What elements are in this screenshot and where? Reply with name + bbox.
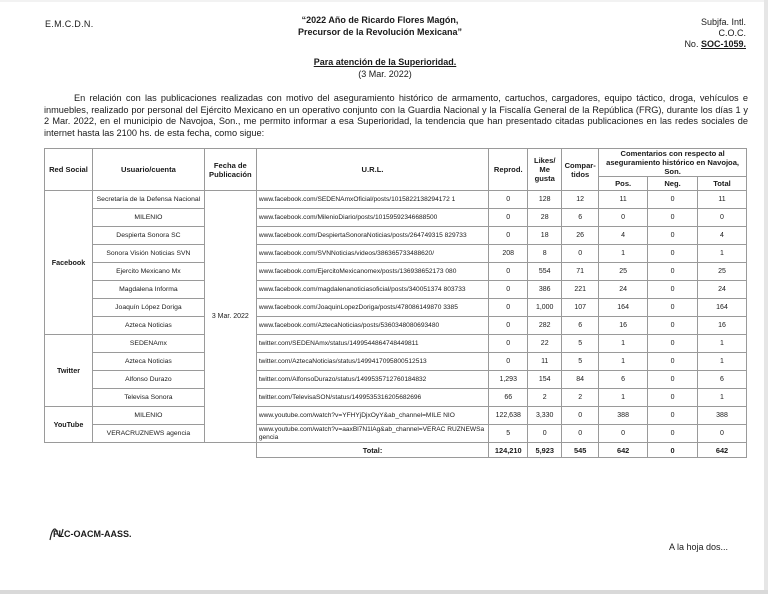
cell-repro: 0 <box>489 209 528 227</box>
cell-repro: 0 <box>489 263 528 281</box>
col-header-likes: Likes/ Me gusta <box>528 149 562 191</box>
cell-shares: 5 <box>562 335 599 353</box>
cell-likes: 3,330 <box>528 407 562 425</box>
reference-number-label: No. <box>684 39 699 49</box>
cell-pos: 6 <box>599 371 648 389</box>
table-total-row <box>45 443 747 458</box>
next-page-note: A la hoja dos... <box>669 542 729 552</box>
cell-neg: 0 <box>648 227 698 245</box>
cell-likes: 1,000 <box>528 299 562 317</box>
cell-likes: 22 <box>528 335 562 353</box>
cell-user: MILENIO <box>92 209 204 227</box>
cell-url: www.facebook.com/AztecaNoticias/posts/5360348080693480 <box>256 317 488 335</box>
cell-url: twitter.com/AztecaNoticias/status/1499417095800512513 <box>256 353 488 371</box>
cell-neg: 0 <box>648 191 698 209</box>
cell-url: twitter.com/AlfonsoDurazo/status/1499535712760184832 <box>256 371 488 389</box>
cell-neg: 0 <box>648 317 698 335</box>
cell-shares: 107 <box>562 299 599 317</box>
year-motto-line1: “2022 Año de Ricardo Flores Magón, <box>301 15 459 25</box>
cell-repro: 208 <box>489 245 528 263</box>
cell-url: www.facebook.com/EjercitoMexicanomex/posts/136938652173 080 <box>256 263 488 281</box>
year-motto-line2: Precursor de la Revolución Mexicana” <box>297 27 463 37</box>
cell-neg: 0 <box>648 425 698 443</box>
cell-neg: 0 <box>648 209 698 227</box>
col-header-date: Fecha de Publicación <box>204 149 256 191</box>
cell-repro: 0 <box>489 317 528 335</box>
cell-repro: 0 <box>489 353 528 371</box>
cell-url: www.youtube.com/watch?v=aaxBl7N1lAg&ab_channel=VERAC RUZNEWSagencia <box>256 425 488 443</box>
cell-pos: 164 <box>599 299 648 317</box>
table-row <box>45 317 747 335</box>
cell-shares: 6 <box>562 209 599 227</box>
cell-total: 1 <box>698 353 747 371</box>
cell-shares: 221 <box>562 281 599 299</box>
cell-neg: 0 <box>648 263 698 281</box>
cell-repro: 0 <box>489 227 528 245</box>
total-spacer <box>45 443 257 458</box>
col-header-user: Usuario/cuenta <box>92 149 204 191</box>
cell-url: www.facebook.com/JoaquinLopezDoriga/posts/478086149870 3385 <box>256 299 488 317</box>
cell-total-pos: 642 <box>599 443 648 458</box>
cell-pos: 25 <box>599 263 648 281</box>
network-twitter: Twitter <box>45 335 93 407</box>
reference-subjefatura: Subjfa. Intl. <box>700 17 746 27</box>
cell-total-shares: 545 <box>562 443 599 458</box>
cell-likes: 2 <box>528 389 562 407</box>
document-reference <box>610 17 746 50</box>
table-row <box>45 245 747 263</box>
table-row <box>45 209 747 227</box>
cell-user: Ejercito Mexicano Mx <box>92 263 204 281</box>
cell-repro: 0 <box>489 191 528 209</box>
table-row <box>45 389 747 407</box>
cell-user: Sonora Visión Noticias SVN <box>92 245 204 263</box>
cell-user: Televisa Sonora <box>92 389 204 407</box>
cell-url: twitter.com/TelevisaSON/status/1499535316205682696 <box>256 389 488 407</box>
cell-total: 1 <box>698 389 747 407</box>
cell-shares: 2 <box>562 389 599 407</box>
cell-repro: 122,638 <box>489 407 528 425</box>
col-header-shares: Compar- tidos <box>562 149 599 191</box>
cell-shares: 0 <box>562 425 599 443</box>
cell-likes: 154 <box>528 371 562 389</box>
cell-user: Azteca Noticias <box>92 317 204 335</box>
col-header-repro: Reprod. <box>489 149 528 191</box>
cell-repro: 66 <box>489 389 528 407</box>
cell-pos: 4 <box>599 227 648 245</box>
cell-neg: 0 <box>648 281 698 299</box>
cell-total: 16 <box>698 317 747 335</box>
cell-likes: 28 <box>528 209 562 227</box>
cell-neg: 0 <box>648 407 698 425</box>
cell-pos: 24 <box>599 281 648 299</box>
cell-pos: 16 <box>599 317 648 335</box>
col-header-red-social: Red Social <box>45 149 93 191</box>
cell-shares: 84 <box>562 371 599 389</box>
cell-total-neg: 0 <box>648 443 698 458</box>
cell-url: www.youtube.com/watch?v=YFHYjDjxOyY&ab_channel=MILE NIO <box>256 407 488 425</box>
cell-shares: 0 <box>562 245 599 263</box>
cell-pos: 1 <box>599 335 648 353</box>
cell-total: 388 <box>698 407 747 425</box>
cell-total: 0 <box>698 425 747 443</box>
year-motto <box>265 14 495 38</box>
cell-pos: 11 <box>599 191 648 209</box>
body-paragraph: En relación con las publicaciones realizadas con motivo del aseguramiento histórico de armamento, cartuchos, cargadores, equipo táctico, droga, vehículos e inmuebles, realizado por personal del Ejército Mexicano en un operativo conjunto con la Guardia Nacional y la Fiscalía General de la República (FRG), durante los días 1 y 2 Mar. 2022, en el municipio de Navojoa, Son., me permito informar a esa Superioridad, la tendencia que han presentado citadas publicaciones en las redes sociales de internet hasta las 2100 hs. de esta fecha, como sigue: <box>44 93 748 138</box>
cell-shares: 71 <box>562 263 599 281</box>
cell-likes: 0 <box>528 425 562 443</box>
cell-likes: 128 <box>528 191 562 209</box>
col-header-comments-group: Comentarios con respecto al aseguramiento histórico en Navojoa, Son. <box>599 149 747 177</box>
cell-user: Magdalena Informa <box>92 281 204 299</box>
col-header-neg: Neg. <box>648 177 698 191</box>
cell-total-repro: 124,210 <box>489 443 528 458</box>
col-header-total: Total <box>698 177 747 191</box>
cell-shares: 5 <box>562 353 599 371</box>
cell-user: Secretaría de la Defensa Nacional <box>92 191 204 209</box>
cell-total-likes: 5,923 <box>528 443 562 458</box>
cell-user: Joaquín López Doriga <box>92 299 204 317</box>
cell-repro: 5 <box>489 425 528 443</box>
table-row <box>45 335 747 353</box>
page-top-edge <box>0 0 768 2</box>
cell-total-label: Total: <box>256 443 488 458</box>
col-header-url: U.R.L. <box>256 149 488 191</box>
cell-repro: 1,293 <box>489 371 528 389</box>
cell-repro: 0 <box>489 335 528 353</box>
cell-total-total: 642 <box>698 443 747 458</box>
cell-url: www.facebook.com/SVNNoticias/videos/386365733488620/ <box>256 245 488 263</box>
cell-user: Despierta Sonora SC <box>92 227 204 245</box>
cell-pos: 0 <box>599 425 648 443</box>
cell-shares: 26 <box>562 227 599 245</box>
reference-number <box>610 39 746 50</box>
table-row <box>45 407 747 425</box>
cell-pos: 388 <box>599 407 648 425</box>
cell-shares: 6 <box>562 317 599 335</box>
table-row <box>45 425 747 443</box>
network-youtube: YouTube <box>45 407 93 443</box>
cell-neg: 0 <box>648 299 698 317</box>
cell-total: 6 <box>698 371 747 389</box>
cell-total: 1 <box>698 335 747 353</box>
cell-neg: 0 <box>648 389 698 407</box>
cell-shares: 0 <box>562 407 599 425</box>
social-media-table <box>44 148 747 458</box>
cell-neg: 0 <box>648 245 698 263</box>
cell-url: www.facebook.com/SEDENAmxOficial/posts/1015822138294172 1 <box>256 191 488 209</box>
cell-likes: 8 <box>528 245 562 263</box>
cell-neg: 0 <box>648 335 698 353</box>
cell-likes: 11 <box>528 353 562 371</box>
cell-total: 164 <box>698 299 747 317</box>
cell-neg: 0 <box>648 371 698 389</box>
cell-url: www.facebook.com/magdalenanoticiasoficial/posts/340051374 803733 <box>256 281 488 299</box>
reference-coc: C.O.C. <box>718 28 746 38</box>
cell-url: www.facebook.com/DespiertaSonoraNoticias/posts/264749315 829733 <box>256 227 488 245</box>
cell-likes: 386 <box>528 281 562 299</box>
table-row <box>45 353 747 371</box>
table-row <box>45 227 747 245</box>
cell-total: 25 <box>698 263 747 281</box>
cell-repro: 0 <box>489 299 528 317</box>
table-row <box>45 191 747 209</box>
cell-repro: 0 <box>489 281 528 299</box>
cell-total: 0 <box>698 209 747 227</box>
cell-likes: 554 <box>528 263 562 281</box>
cell-user: MILENIO <box>92 407 204 425</box>
cell-user: Alfonso Durazo <box>92 371 204 389</box>
table-row <box>45 263 747 281</box>
col-header-pos: Pos. <box>599 177 648 191</box>
unit-code: E.M.C.D.N. <box>45 19 94 29</box>
cell-shares: 12 <box>562 191 599 209</box>
cell-likes: 18 <box>528 227 562 245</box>
reference-number-value: SOC-1059. <box>700 39 746 49</box>
table-row <box>45 281 747 299</box>
page-bottom-edge <box>0 590 768 594</box>
cell-user: Azteca Noticias <box>92 353 204 371</box>
table-row <box>45 371 747 389</box>
cell-user: SEDENAmx <box>92 335 204 353</box>
page-right-edge <box>764 0 768 594</box>
cell-neg: 0 <box>648 353 698 371</box>
network-facebook: Facebook <box>45 191 93 335</box>
cell-url: www.facebook.com/MilenioDiario/posts/10159592346688500 <box>256 209 488 227</box>
cell-total: 24 <box>698 281 747 299</box>
cell-publication-date: 3 Mar. 2022 <box>204 191 256 443</box>
cell-user: VERACRUZNEWS agencia <box>92 425 204 443</box>
table-row <box>45 299 747 317</box>
cell-likes: 282 <box>528 317 562 335</box>
cell-pos: 1 <box>599 245 648 263</box>
attention-title: Para atención de la Superioridad. <box>313 57 457 67</box>
cell-total: 11 <box>698 191 747 209</box>
cell-pos: 0 <box>599 209 648 227</box>
cell-pos: 1 <box>599 353 648 371</box>
attention-date: (3 Mar. 2022) <box>358 69 412 79</box>
cell-url: twitter.com/SEDENAmx/status/1499544864748449811 <box>256 335 488 353</box>
cell-total: 1 <box>698 245 747 263</box>
initials-signature: FLC-OACM-AASS. <box>53 529 132 539</box>
cell-pos: 1 <box>599 389 648 407</box>
cell-total: 4 <box>698 227 747 245</box>
